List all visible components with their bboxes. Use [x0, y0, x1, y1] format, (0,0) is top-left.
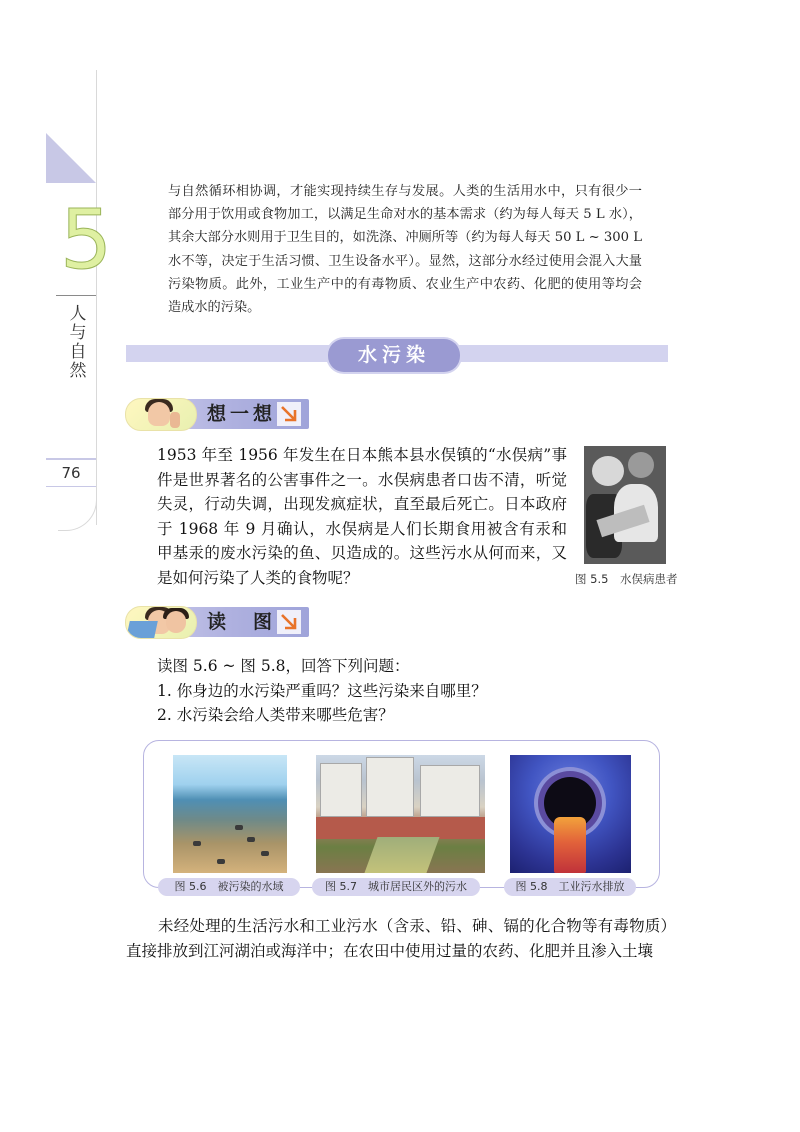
reading-students-icon [125, 606, 197, 639]
arrow-down-right-icon [277, 402, 301, 426]
figure-5-6-caption: 图 5.6 被污染的水域 [158, 878, 300, 896]
think-header-label: 想一想 [207, 403, 277, 425]
thinking-student-icon [125, 398, 197, 431]
section-heading-pill [328, 339, 460, 372]
arrow-down-right-icon [277, 610, 301, 634]
chapter-title: 人与自然 [69, 304, 87, 381]
section-title: 水污染 [357, 344, 430, 366]
margin-rule [96, 70, 97, 525]
minamata-patient-photo [584, 446, 666, 564]
read-intro: 读图 5.6 ~ 图 5.8，回答下列问题： [157, 657, 410, 675]
chapter-divider [56, 295, 96, 296]
intro-paragraph: 与自然循环相协调，才能实现持续生存与发展。人类的生活用水中，只有很少一部分用于饮用或食物加工，以满足生命对水的基本需求（约为每人每天 5 L 水），其余大部分水则用于卫生目的，如洗涤、冲厕所等（约为每人每天 50 L ~ 300 L 水不等，决定于生活习惯、卫生设备水平）。显然，这部分水经过使用会混入大量污染物质。此外，工业生产中的有毒物质、农业生产中农药、化肥的使用等均会造成水的污染。 [168, 184, 642, 316]
think-paragraph: 1953 年至 1956 年发生在日本熊本县水俣镇的“水俣病”事件是世界著名的公害事件之一。水俣病患者口齿不清，听觉失灵，行动失调，出现发疯症状，直至最后死亡。日本政府于 1968 年 9 月确认，水俣病是人们长期食用被含有汞和甲基汞的废水污染的鱼、贝造成的。这些污水从何而来，又是如何污染了人类的食物呢？ [157, 446, 567, 587]
figure-5-7-caption: 图 5.7 城市居民区外的污水 [312, 878, 480, 896]
polluted-water-photo [173, 755, 287, 873]
question-2: 2. 水污染会给人类带来哪些危害？ [157, 706, 394, 725]
read-header [125, 604, 309, 639]
figure-5-8-caption: 图 5.8 工业污水排放 [504, 878, 636, 896]
industrial-discharge-photo [510, 755, 631, 873]
read-header-label: 读 图 [207, 611, 277, 633]
page-number-box [46, 458, 96, 487]
figure-5-5-caption: 图 5.5 水俣病患者 [575, 572, 678, 586]
chapter-number: 5 [60, 193, 113, 288]
margin-curve [58, 500, 97, 531]
think-header [125, 396, 309, 431]
bottom-paragraph: 未经处理的生活污水和工业污水（含汞、铅、砷、镉的化合物等有毒物质）直接排放到江河湖泊或海洋中；在农田中使用过量的农药、化肥并且渗入土壤 [126, 917, 676, 960]
read-instructions [157, 654, 657, 728]
residential-sewage-photo [316, 755, 485, 873]
chapter-tab-triangle [46, 133, 96, 183]
page-number: 76 [61, 464, 81, 482]
question-1: 1. 你身边的水污染严重吗？这些污染来自哪里？ [157, 681, 487, 700]
